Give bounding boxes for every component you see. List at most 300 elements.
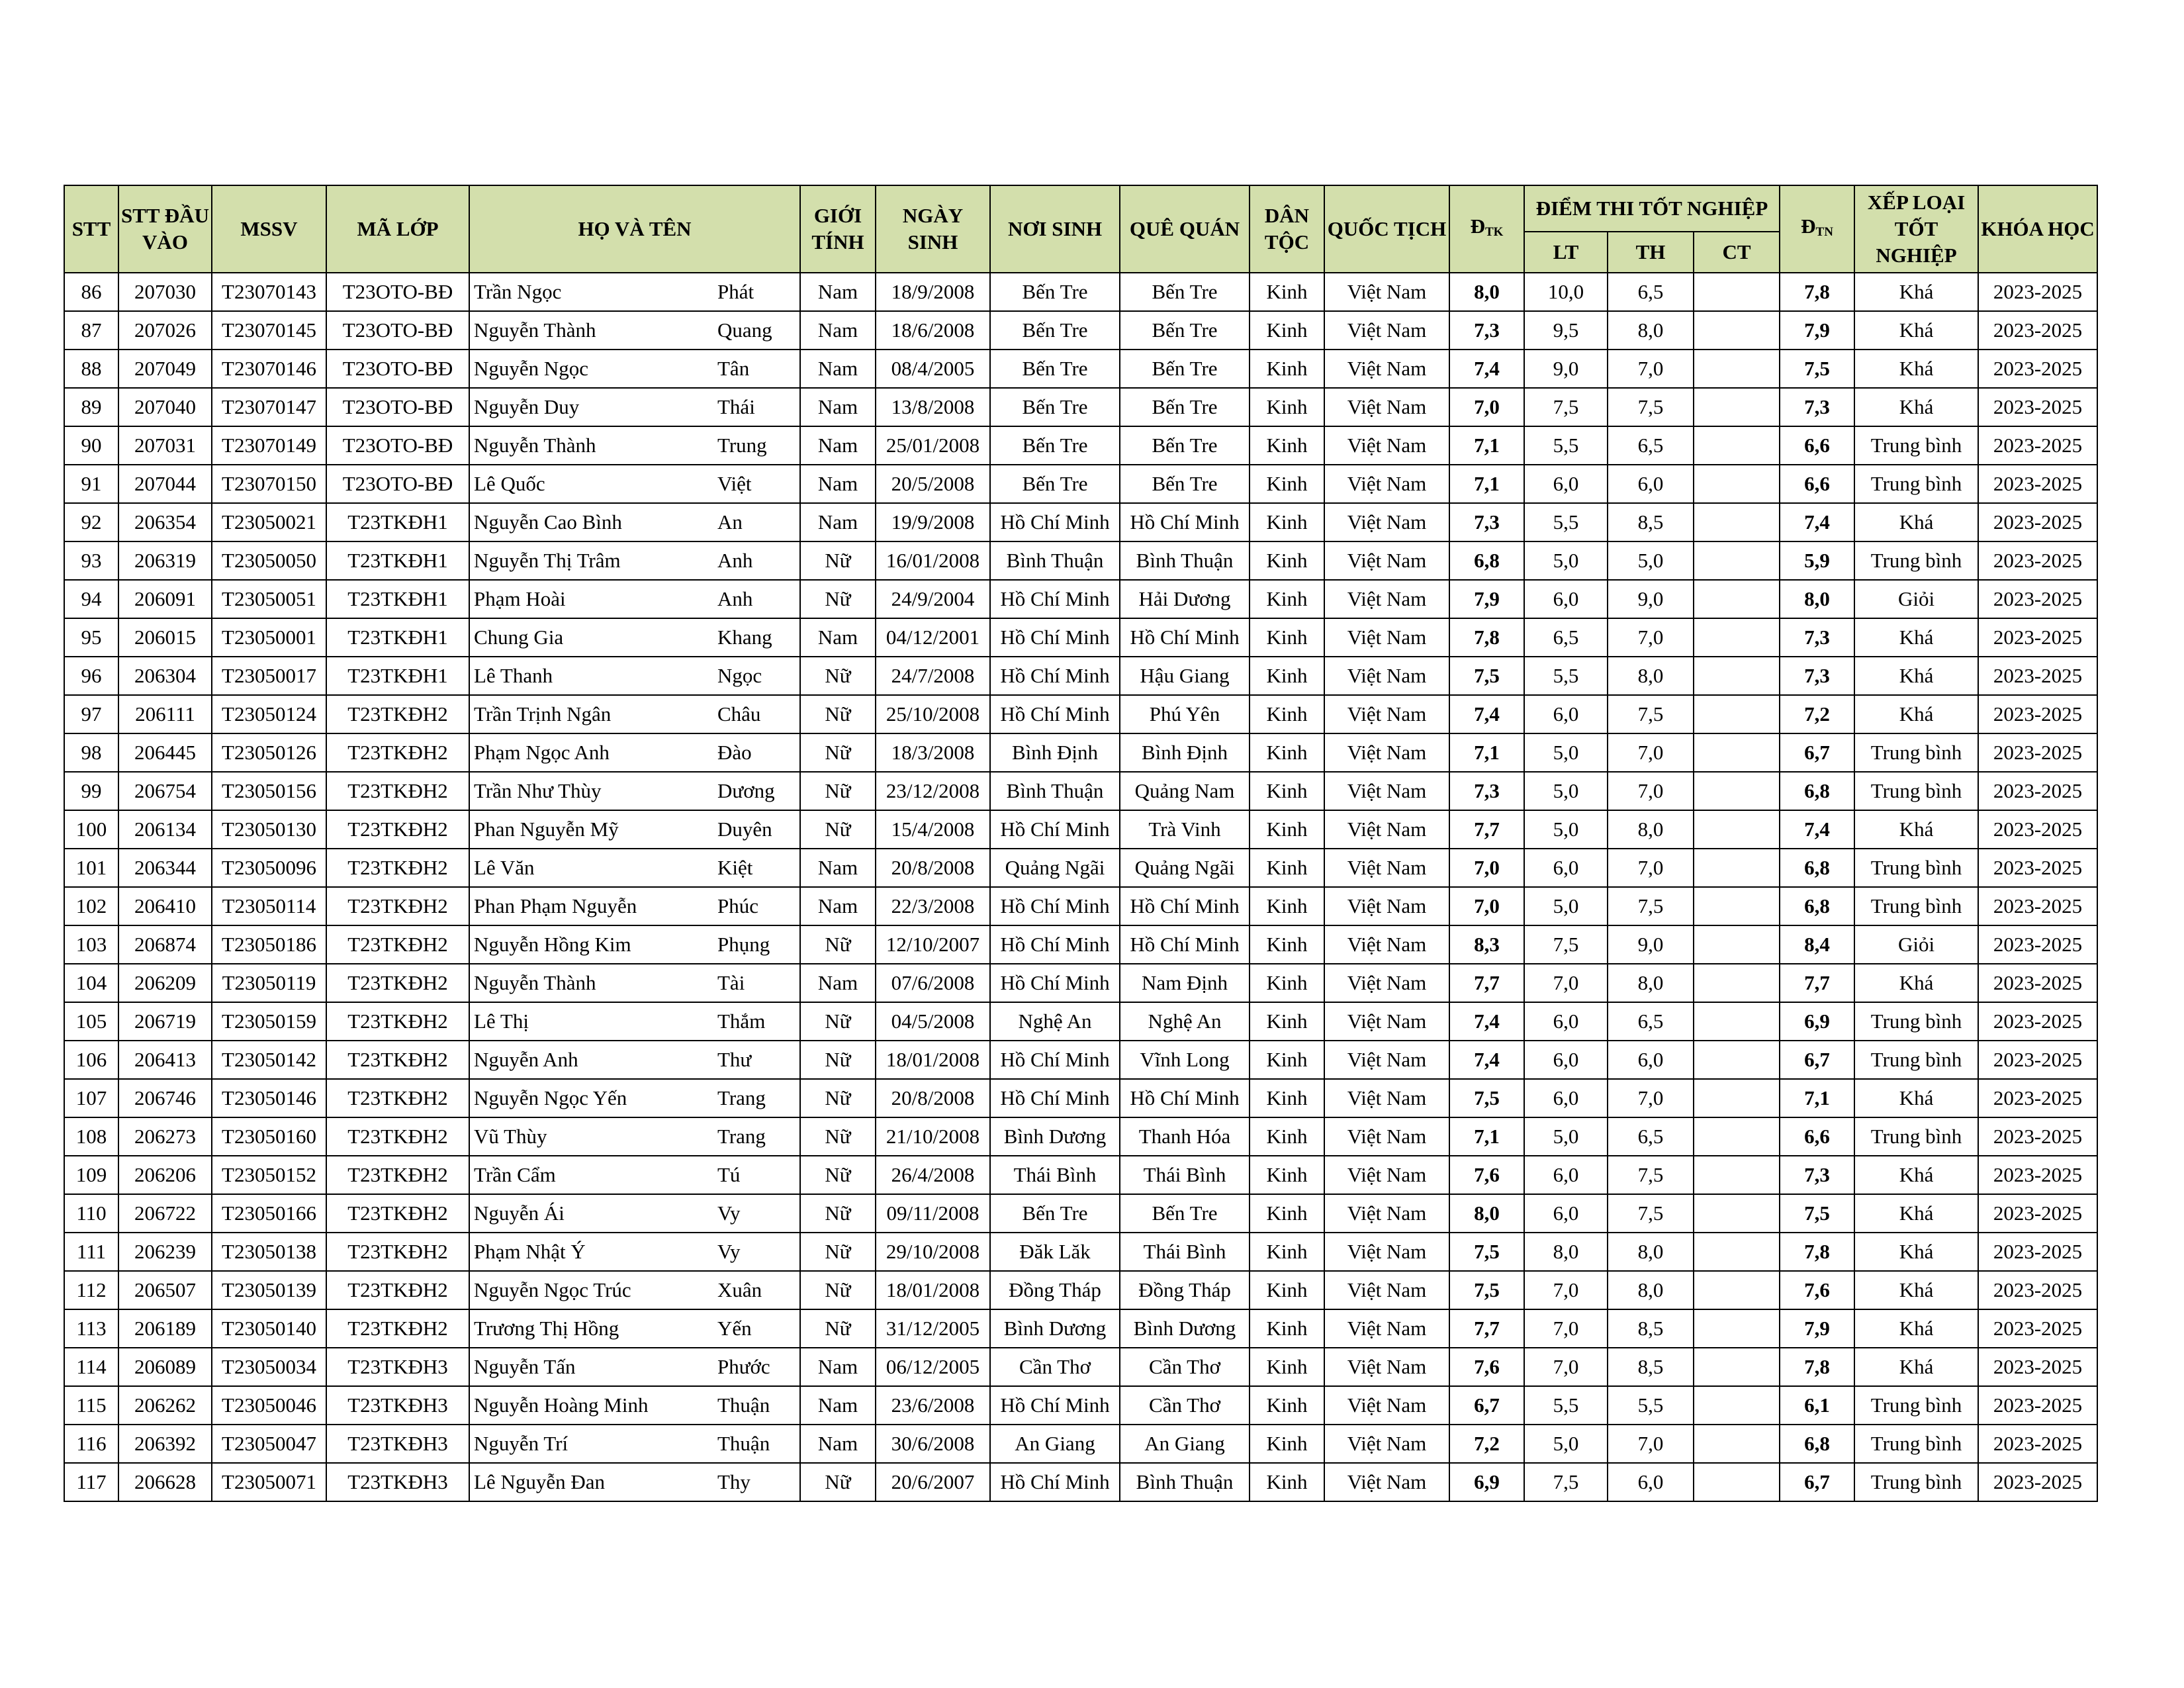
cell-ho-va-ten — [469, 1348, 800, 1386]
cell-ngay-sinh: 09/11/2008 — [876, 1194, 990, 1233]
cell-noi-sinh: Bình Dương — [990, 1117, 1120, 1156]
cell-dan-toc: Kinh — [1250, 1041, 1324, 1079]
cell-lt: 5,0 — [1524, 887, 1608, 925]
cell-ma-lop: T23OTO-BĐ — [326, 426, 469, 465]
table-row — [64, 1002, 2097, 1041]
cell-gioi-tinh: Nữ — [800, 1233, 876, 1271]
header-ho-va-ten: HỌ VÀ TÊN — [469, 185, 800, 273]
cell-dan-toc: Kinh — [1250, 503, 1324, 541]
cell-ngay-sinh: 22/3/2008 — [876, 887, 990, 925]
cell-ct — [1694, 810, 1780, 849]
cell-ten: Tài — [717, 971, 745, 994]
cell-que-quan: Hồ Chí Minh — [1120, 925, 1250, 964]
cell-que-quan: Bến Tre — [1120, 350, 1250, 388]
cell-th: 8,0 — [1608, 311, 1694, 350]
cell-stt-dau-vao: 206445 — [118, 733, 212, 772]
cell-mssv: T23050050 — [212, 541, 326, 580]
cell-ma-lop: T23TKĐH2 — [326, 1002, 469, 1041]
cell-quoc-tich: Việt Nam — [1324, 810, 1449, 849]
cell-dan-toc: Kinh — [1250, 1156, 1324, 1194]
cell-stt-dau-vao: 206189 — [118, 1309, 212, 1348]
table-row — [64, 541, 2097, 580]
cell-lt: 7,0 — [1524, 1309, 1608, 1348]
cell-ho-dem: Lê Văn — [474, 856, 535, 879]
cell-ma-lop: T23TKĐH3 — [326, 1386, 469, 1425]
cell-gioi-tinh: Nữ — [800, 1463, 876, 1501]
name-wrap — [470, 1080, 799, 1117]
table-row — [64, 849, 2097, 887]
cell-stt-dau-vao: 206719 — [118, 1002, 212, 1041]
cell-ho-dem: Nguyễn Cao Bình — [474, 510, 622, 534]
cell-gioi-tinh: Nữ — [800, 695, 876, 733]
cell-ten: Phúc — [717, 894, 758, 917]
cell-noi-sinh: Thái Bình — [990, 1156, 1120, 1194]
cell-dtn: 5,9 — [1780, 541, 1854, 580]
cell-ten: Kiệt — [717, 856, 753, 879]
cell-ngay-sinh: 30/6/2008 — [876, 1425, 990, 1463]
cell-stt: 97 — [64, 695, 118, 733]
cell-ngay-sinh: 15/4/2008 — [876, 810, 990, 849]
cell-xep-loai: Giỏi — [1854, 925, 1978, 964]
cell-stt: 113 — [64, 1309, 118, 1348]
table-row — [64, 964, 2097, 1002]
cell-noi-sinh: Hồ Chí Minh — [990, 964, 1120, 1002]
cell-dtn: 6,8 — [1780, 887, 1854, 925]
cell-ten: Thy — [717, 1470, 751, 1493]
header-que-quan: QUÊ QUÁN — [1120, 185, 1250, 273]
cell-ct — [1694, 311, 1780, 350]
cell-dan-toc: Kinh — [1250, 618, 1324, 657]
cell-ten: Tú — [717, 1163, 741, 1186]
cell-ngay-sinh: 29/10/2008 — [876, 1233, 990, 1271]
header-th: TH — [1608, 232, 1694, 273]
cell-ten: Ngọc — [717, 664, 762, 687]
cell-ma-lop: T23TKĐH2 — [326, 1041, 469, 1079]
cell-ho-va-ten — [469, 1425, 800, 1463]
name-wrap — [470, 273, 799, 310]
cell-ngay-sinh: 20/8/2008 — [876, 849, 990, 887]
table-row — [64, 311, 2097, 350]
cell-dan-toc: Kinh — [1250, 1117, 1324, 1156]
cell-noi-sinh: Bến Tre — [990, 388, 1120, 426]
cell-dtn: 6,7 — [1780, 733, 1854, 772]
cell-khoa-hoc: 2023-2025 — [1978, 1425, 2097, 1463]
cell-khoa-hoc: 2023-2025 — [1978, 426, 2097, 465]
cell-noi-sinh: Bình Thuận — [990, 772, 1120, 810]
cell-gioi-tinh: Nữ — [800, 733, 876, 772]
cell-dtk: 8,0 — [1449, 1194, 1524, 1233]
name-wrap — [470, 926, 799, 963]
table-row — [64, 1041, 2097, 1079]
cell-dtn: 7,1 — [1780, 1079, 1854, 1117]
cell-ngay-sinh: 31/12/2005 — [876, 1309, 990, 1348]
cell-dan-toc: Kinh — [1250, 695, 1324, 733]
cell-ten: Quang — [717, 318, 772, 342]
cell-stt-dau-vao: 206239 — [118, 1233, 212, 1271]
cell-mssv: T23050186 — [212, 925, 326, 964]
cell-ten: Anh — [717, 549, 753, 572]
cell-dtn: 7,8 — [1780, 273, 1854, 311]
cell-stt: 112 — [64, 1271, 118, 1309]
cell-ten: Anh — [717, 587, 753, 610]
cell-ct — [1694, 1425, 1780, 1463]
table-row — [64, 1271, 2097, 1309]
cell-dtn: 6,7 — [1780, 1041, 1854, 1079]
cell-xep-loai: Trung bình — [1854, 772, 1978, 810]
cell-lt: 6,0 — [1524, 1041, 1608, 1079]
cell-dtk: 6,7 — [1449, 1386, 1524, 1425]
cell-stt-dau-vao: 207030 — [118, 273, 212, 311]
name-wrap — [470, 1195, 799, 1232]
cell-lt: 9,5 — [1524, 311, 1608, 350]
cell-que-quan: Quảng Ngãi — [1120, 849, 1250, 887]
cell-stt-dau-vao: 206134 — [118, 810, 212, 849]
cell-stt-dau-vao: 206754 — [118, 772, 212, 810]
cell-th: 7,5 — [1608, 1156, 1694, 1194]
cell-ten: Vy — [717, 1201, 741, 1225]
cell-ho-va-ten — [469, 1156, 800, 1194]
cell-stt: 92 — [64, 503, 118, 541]
cell-dtn: 7,2 — [1780, 695, 1854, 733]
cell-mssv: T23070149 — [212, 426, 326, 465]
cell-quoc-tich: Việt Nam — [1324, 964, 1449, 1002]
cell-dtk: 7,6 — [1449, 1156, 1524, 1194]
cell-khoa-hoc: 2023-2025 — [1978, 887, 2097, 925]
cell-xep-loai: Khá — [1854, 311, 1978, 350]
cell-xep-loai: Trung bình — [1854, 1117, 1978, 1156]
cell-ho-dem: Nguyễn Ngọc Trúc — [474, 1278, 631, 1301]
cell-dtn: 7,9 — [1780, 311, 1854, 350]
cell-ten: Trang — [717, 1125, 766, 1148]
cell-ho-va-ten — [469, 1233, 800, 1271]
table-row — [64, 273, 2097, 311]
cell-khoa-hoc: 2023-2025 — [1978, 1271, 2097, 1309]
cell-ct — [1694, 465, 1780, 503]
cell-quoc-tich: Việt Nam — [1324, 580, 1449, 618]
cell-noi-sinh: Hồ Chí Minh — [990, 618, 1120, 657]
cell-quoc-tich: Việt Nam — [1324, 695, 1449, 733]
cell-stt: 114 — [64, 1348, 118, 1386]
table-row — [64, 772, 2097, 810]
cell-quoc-tich: Việt Nam — [1324, 733, 1449, 772]
cell-ma-lop: T23OTO-BĐ — [326, 388, 469, 426]
cell-ngay-sinh: 18/6/2008 — [876, 311, 990, 350]
cell-dan-toc: Kinh — [1250, 810, 1324, 849]
cell-que-quan: Bến Tre — [1120, 273, 1250, 311]
cell-lt: 5,5 — [1524, 426, 1608, 465]
cell-ma-lop: T23TKĐH2 — [326, 695, 469, 733]
name-wrap — [470, 312, 799, 349]
cell-noi-sinh: Bến Tre — [990, 465, 1120, 503]
header-quoc-tich: QUỐC TỊCH — [1324, 185, 1449, 273]
header-ct: CT — [1694, 232, 1780, 273]
cell-ho-va-ten — [469, 964, 800, 1002]
header-dan-toc: DÂN TỘC — [1250, 185, 1324, 273]
cell-khoa-hoc: 2023-2025 — [1978, 388, 2097, 426]
cell-xep-loai: Khá — [1854, 388, 1978, 426]
cell-dtk: 7,2 — [1449, 1425, 1524, 1463]
cell-khoa-hoc: 2023-2025 — [1978, 465, 2097, 503]
cell-stt-dau-vao: 207040 — [118, 388, 212, 426]
cell-ten: Thuận — [717, 1432, 770, 1455]
name-wrap — [470, 964, 799, 1002]
cell-khoa-hoc: 2023-2025 — [1978, 1156, 2097, 1194]
cell-stt-dau-vao: 206344 — [118, 849, 212, 887]
cell-dan-toc: Kinh — [1250, 964, 1324, 1002]
cell-th: 8,5 — [1608, 1309, 1694, 1348]
cell-ho-va-ten — [469, 695, 800, 733]
cell-lt: 7,5 — [1524, 1463, 1608, 1501]
cell-khoa-hoc: 2023-2025 — [1978, 810, 2097, 849]
cell-th: 7,5 — [1608, 388, 1694, 426]
cell-dan-toc: Kinh — [1250, 1309, 1324, 1348]
cell-th: 8,0 — [1608, 1233, 1694, 1271]
cell-xep-loai: Khá — [1854, 1079, 1978, 1117]
cell-khoa-hoc: 2023-2025 — [1978, 1233, 2097, 1271]
cell-ho-va-ten — [469, 810, 800, 849]
cell-dan-toc: Kinh — [1250, 772, 1324, 810]
cell-ngay-sinh: 18/9/2008 — [876, 273, 990, 311]
table-row — [64, 580, 2097, 618]
cell-ho-va-ten — [469, 465, 800, 503]
cell-noi-sinh: Hồ Chí Minh — [990, 1386, 1120, 1425]
table-row — [64, 350, 2097, 388]
cell-th: 6,0 — [1608, 465, 1694, 503]
table-row — [64, 1348, 2097, 1386]
header-stt: STT — [64, 185, 118, 273]
cell-gioi-tinh: Nam — [800, 1425, 876, 1463]
cell-gioi-tinh: Nam — [800, 388, 876, 426]
cell-ct — [1694, 695, 1780, 733]
cell-xep-loai: Khá — [1854, 964, 1978, 1002]
name-wrap — [470, 1348, 799, 1385]
cell-ho-dem: Trần Cẩm — [474, 1163, 556, 1186]
cell-khoa-hoc: 2023-2025 — [1978, 1463, 2097, 1501]
cell-th: 7,0 — [1608, 1425, 1694, 1463]
cell-lt: 6,0 — [1524, 1194, 1608, 1233]
cell-gioi-tinh: Nữ — [800, 657, 876, 695]
cell-noi-sinh: Bình Thuận — [990, 541, 1120, 580]
cell-lt: 5,5 — [1524, 503, 1608, 541]
name-wrap — [470, 773, 799, 810]
cell-ho-dem: Nguyễn Anh — [474, 1048, 578, 1071]
cell-lt: 6,0 — [1524, 695, 1608, 733]
cell-dtk: 7,3 — [1449, 772, 1524, 810]
cell-dan-toc: Kinh — [1250, 1233, 1324, 1271]
cell-ngay-sinh: 04/5/2008 — [876, 1002, 990, 1041]
cell-ngay-sinh: 18/01/2008 — [876, 1271, 990, 1309]
cell-ma-lop: T23TKĐH2 — [326, 849, 469, 887]
cell-noi-sinh: Hồ Chí Minh — [990, 657, 1120, 695]
cell-xep-loai: Khá — [1854, 273, 1978, 311]
cell-ngay-sinh: 08/4/2005 — [876, 350, 990, 388]
cell-stt: 102 — [64, 887, 118, 925]
cell-noi-sinh: Nghệ An — [990, 1002, 1120, 1041]
cell-dtk: 7,1 — [1449, 1117, 1524, 1156]
cell-ho-dem: Lê Nguyễn Đan — [474, 1470, 605, 1493]
cell-ngay-sinh: 04/12/2001 — [876, 618, 990, 657]
cell-ma-lop: T23TKĐH2 — [326, 1079, 469, 1117]
name-wrap — [470, 1003, 799, 1040]
cell-gioi-tinh: Nam — [800, 1348, 876, 1386]
cell-dtn: 7,4 — [1780, 810, 1854, 849]
cell-stt: 89 — [64, 388, 118, 426]
cell-ho-dem: Lê Thị — [474, 1009, 529, 1033]
header-dtn-main: Đ — [1801, 214, 1816, 238]
name-wrap — [470, 465, 799, 502]
cell-que-quan: Bình Định — [1120, 733, 1250, 772]
header-ma-lop: MÃ LỚP — [326, 185, 469, 273]
header-xep-loai: XẾP LOẠI TỐT NGHIỆP — [1854, 185, 1978, 273]
table-row — [64, 1463, 2097, 1501]
cell-mssv: T23050124 — [212, 695, 326, 733]
cell-mssv: T23050152 — [212, 1156, 326, 1194]
cell-ct — [1694, 925, 1780, 964]
name-wrap — [470, 1156, 799, 1194]
header-mssv: MSSV — [212, 185, 326, 273]
cell-ten: An — [717, 510, 743, 534]
cell-khoa-hoc: 2023-2025 — [1978, 849, 2097, 887]
cell-dan-toc: Kinh — [1250, 1463, 1324, 1501]
cell-dtk: 7,0 — [1449, 388, 1524, 426]
cell-lt: 10,0 — [1524, 273, 1608, 311]
cell-ho-va-ten — [469, 273, 800, 311]
cell-khoa-hoc: 2023-2025 — [1978, 503, 2097, 541]
cell-stt: 90 — [64, 426, 118, 465]
cell-ho-va-ten — [469, 1309, 800, 1348]
header-dtk-sub: TK — [1484, 224, 1504, 239]
cell-ngay-sinh: 20/5/2008 — [876, 465, 990, 503]
table-row — [64, 1309, 2097, 1348]
cell-ma-lop: T23TKĐH2 — [326, 772, 469, 810]
cell-noi-sinh: Hồ Chí Minh — [990, 810, 1120, 849]
cell-stt: 108 — [64, 1117, 118, 1156]
cell-ngay-sinh: 20/6/2007 — [876, 1463, 990, 1501]
cell-mssv: T23070143 — [212, 273, 326, 311]
cell-lt: 8,0 — [1524, 1233, 1608, 1271]
cell-quoc-tich: Việt Nam — [1324, 465, 1449, 503]
cell-stt: 116 — [64, 1425, 118, 1463]
cell-stt: 115 — [64, 1386, 118, 1425]
cell-xep-loai: Trung bình — [1854, 541, 1978, 580]
cell-noi-sinh: Bình Dương — [990, 1309, 1120, 1348]
cell-stt-dau-vao: 206746 — [118, 1079, 212, 1117]
cell-lt: 5,0 — [1524, 772, 1608, 810]
cell-quoc-tich: Việt Nam — [1324, 1156, 1449, 1194]
cell-ho-va-ten — [469, 1117, 800, 1156]
cell-quoc-tich: Việt Nam — [1324, 849, 1449, 887]
cell-khoa-hoc: 2023-2025 — [1978, 1348, 2097, 1386]
cell-ho-dem: Lê Quốc — [474, 472, 545, 495]
cell-noi-sinh: Bến Tre — [990, 426, 1120, 465]
cell-dtk: 7,4 — [1449, 1002, 1524, 1041]
cell-stt-dau-vao: 207044 — [118, 465, 212, 503]
cell-ho-va-ten — [469, 580, 800, 618]
cell-ho-dem: Nguyễn Trí — [474, 1432, 569, 1455]
name-wrap — [470, 619, 799, 656]
cell-ho-va-ten — [469, 657, 800, 695]
cell-dan-toc: Kinh — [1250, 388, 1324, 426]
table-row — [64, 465, 2097, 503]
name-wrap — [470, 849, 799, 886]
table-row — [64, 503, 2097, 541]
cell-quoc-tich: Việt Nam — [1324, 350, 1449, 388]
cell-gioi-tinh: Nữ — [800, 1194, 876, 1233]
cell-ct — [1694, 849, 1780, 887]
cell-mssv: T23050156 — [212, 772, 326, 810]
cell-ma-lop: T23TKĐH3 — [326, 1348, 469, 1386]
cell-ten: Tân — [717, 357, 750, 380]
name-wrap — [470, 1233, 799, 1270]
cell-stt: 110 — [64, 1194, 118, 1233]
name-wrap — [470, 1118, 799, 1155]
cell-lt: 6,0 — [1524, 1002, 1608, 1041]
cell-ct — [1694, 273, 1780, 311]
cell-ho-va-ten — [469, 849, 800, 887]
cell-ngay-sinh: 26/4/2008 — [876, 1156, 990, 1194]
cell-ma-lop: T23TKĐH3 — [326, 1463, 469, 1501]
cell-ho-dem: Phạm Ngọc Anh — [474, 741, 610, 764]
cell-noi-sinh: Bến Tre — [990, 1194, 1120, 1233]
cell-dtk: 7,3 — [1449, 311, 1524, 350]
cell-quoc-tich: Việt Nam — [1324, 503, 1449, 541]
cell-khoa-hoc: 2023-2025 — [1978, 733, 2097, 772]
cell-noi-sinh: Quảng Ngãi — [990, 849, 1120, 887]
cell-que-quan: Vĩnh Long — [1120, 1041, 1250, 1079]
table-row — [64, 810, 2097, 849]
cell-ngay-sinh: 21/10/2008 — [876, 1117, 990, 1156]
cell-dan-toc: Kinh — [1250, 350, 1324, 388]
cell-dan-toc: Kinh — [1250, 849, 1324, 887]
cell-ngay-sinh: 25/10/2008 — [876, 695, 990, 733]
cell-dtk: 7,4 — [1449, 695, 1524, 733]
cell-ma-lop: T23TKĐH1 — [326, 503, 469, 541]
cell-ten: Việt — [717, 472, 752, 495]
cell-noi-sinh: Đồng Tháp — [990, 1271, 1120, 1309]
cell-noi-sinh: Hồ Chí Minh — [990, 925, 1120, 964]
cell-stt: 91 — [64, 465, 118, 503]
cell-stt: 100 — [64, 810, 118, 849]
cell-noi-sinh: Bình Định — [990, 733, 1120, 772]
cell-khoa-hoc: 2023-2025 — [1978, 964, 2097, 1002]
cell-ngay-sinh: 24/9/2004 — [876, 580, 990, 618]
cell-ngay-sinh: 23/6/2008 — [876, 1386, 990, 1425]
cell-ma-lop: T23TKĐH1 — [326, 580, 469, 618]
cell-ma-lop: T23TKĐH2 — [326, 964, 469, 1002]
cell-quoc-tich: Việt Nam — [1324, 1117, 1449, 1156]
name-wrap — [470, 696, 799, 733]
cell-lt: 7,0 — [1524, 1271, 1608, 1309]
header-stt-dau-vao: STT ĐẦU VÀO — [118, 185, 212, 273]
cell-ma-lop: T23OTO-BĐ — [326, 311, 469, 350]
cell-lt: 6,0 — [1524, 849, 1608, 887]
cell-ct — [1694, 541, 1780, 580]
cell-stt-dau-vao: 206413 — [118, 1041, 212, 1079]
cell-dtn: 6,9 — [1780, 1002, 1854, 1041]
cell-quoc-tich: Việt Nam — [1324, 1463, 1449, 1501]
cell-ten: Thư — [717, 1048, 752, 1071]
cell-dtn: 7,3 — [1780, 388, 1854, 426]
cell-stt: 101 — [64, 849, 118, 887]
cell-ho-dem: Phạm Hoài — [474, 587, 566, 610]
cell-ma-lop: T23TKĐH2 — [326, 1271, 469, 1309]
cell-quoc-tich: Việt Nam — [1324, 311, 1449, 350]
cell-stt: 103 — [64, 925, 118, 964]
cell-que-quan: Bến Tre — [1120, 388, 1250, 426]
cell-mssv: T23050146 — [212, 1079, 326, 1117]
table-row — [64, 1117, 2097, 1156]
cell-th: 9,0 — [1608, 925, 1694, 964]
